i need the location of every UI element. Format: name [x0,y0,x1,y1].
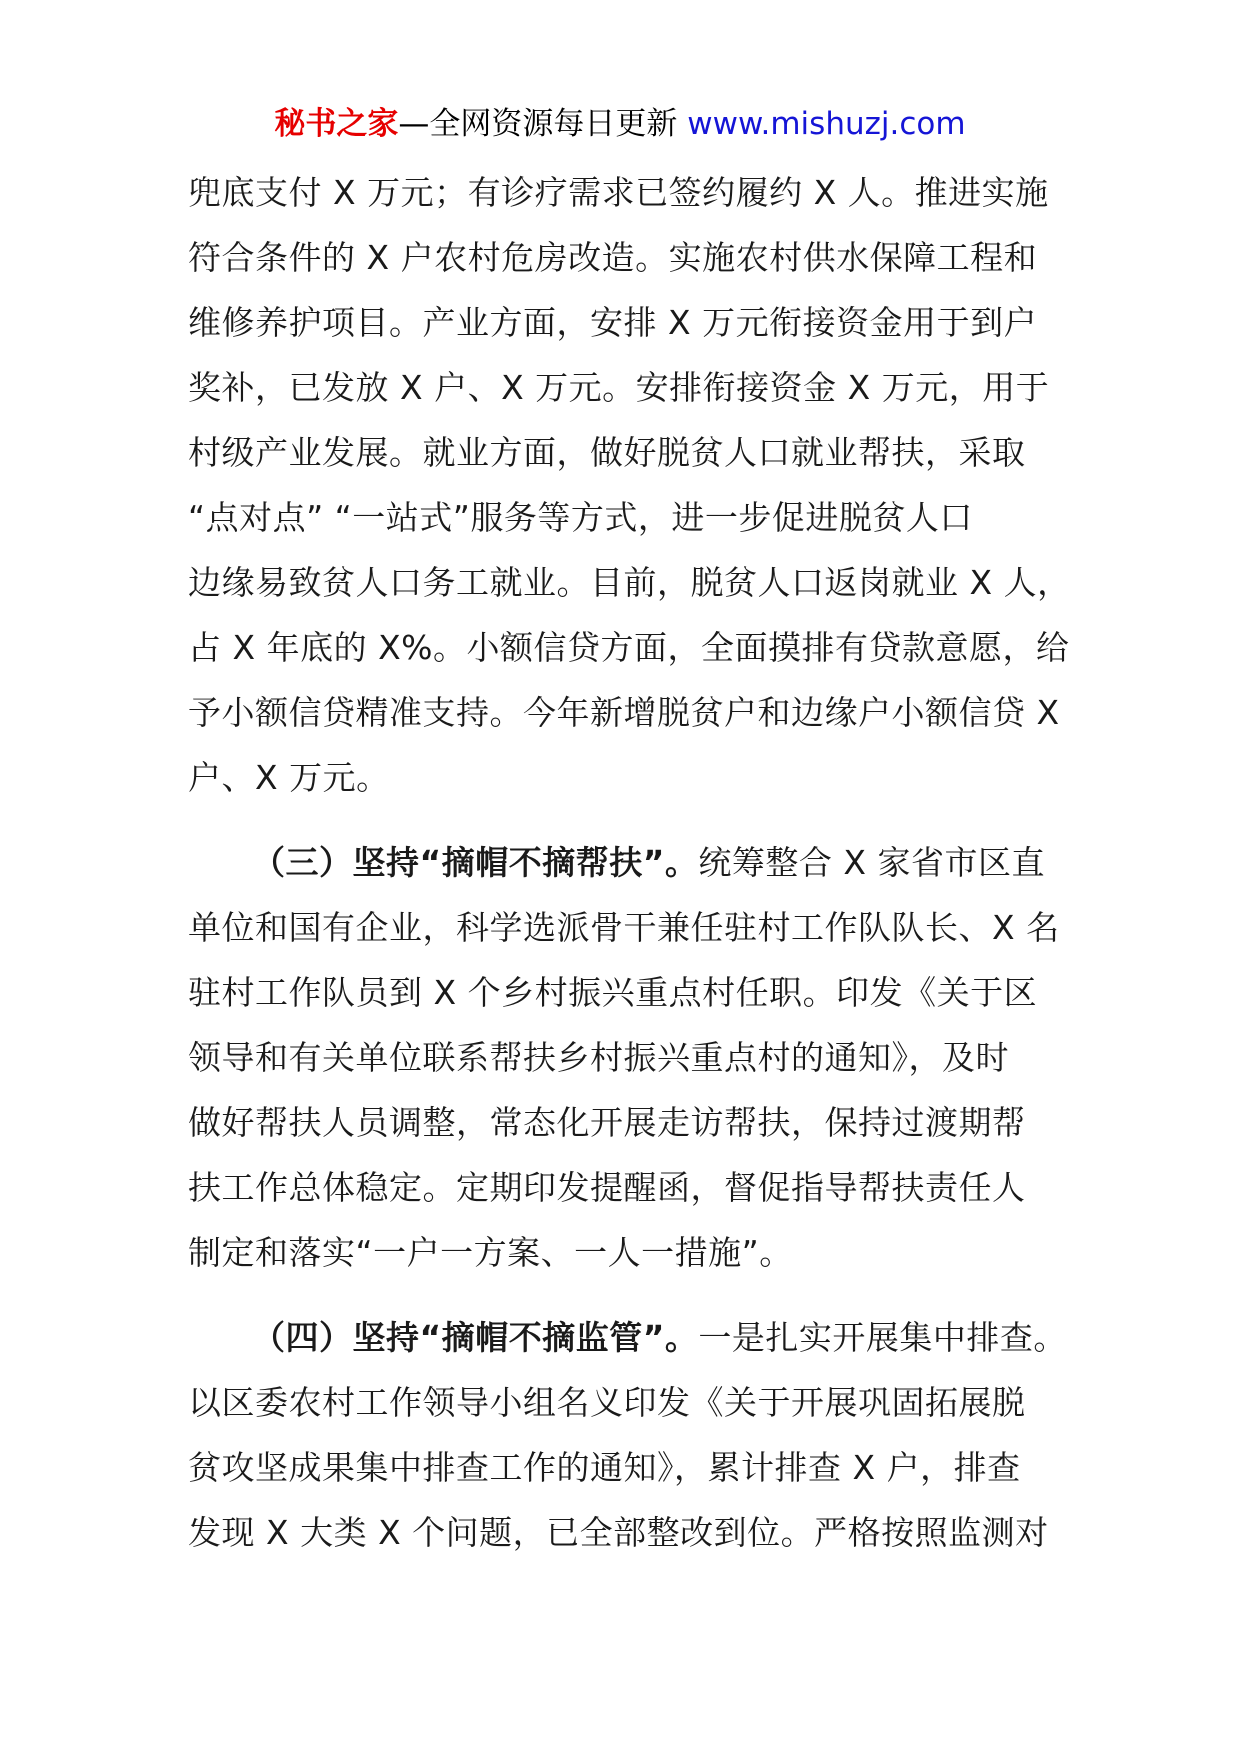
brand-name: 秘书之家 [274,106,399,142]
text-line: 边缘易致贫人口务工就业。目前，脱贫人口返岗就业 X 人， [188,563,1071,602]
site-header [0,102,1240,146]
text-run: 统筹整合 X 家省市区直 [698,843,1045,882]
paragraph-assistance-measures [188,160,1071,810]
text-line: 驻村工作队员到 X 个乡村振兴重点村任职。印发《关于区 [188,973,1038,1012]
text-line: 以区委农村工作领导小组名义印发《关于开展巩固拓展脱 [188,1383,1026,1422]
text-line [188,1305,1068,1370]
paragraph-gap [188,1285,1068,1305]
text-line: 制定和落实“一户一方案、一人一措施”。 [188,1233,793,1272]
paragraph-section-four [188,1305,1068,1565]
text-line: 维修养护项目。产业方面，安排 X 万元衔接资金用于到户 [188,303,1038,342]
document-body [188,160,1071,1565]
text-line: “点对点” “一站式”服务等方式，进一步促进脱贫人口 [188,498,973,537]
text-line: 兜底支付 X 万元；有诊疗需求已签约履约 X 人。推进实施 [188,173,1049,212]
text-line: 领导和有关单位联系帮扶乡村振兴重点村的通知》，及时 [188,1038,1009,1077]
text-run: 一是扎实开展集中排查。 [698,1318,1067,1357]
text-line: 发现 X 大类 X 个问题，已全部整改到位。严格按照监测对 [188,1513,1049,1552]
text-line: 扶工作总体稳定。定期印发提醒函，督促指导帮扶责任人 [188,1168,1026,1207]
site-url-link[interactable]: www.mishuzj.com [687,106,966,142]
text-line: 村级产业发展。就业方面，做好脱贫人口就业帮扶，采取 [188,433,1026,472]
paragraph-section-three [188,830,1068,1285]
text-line: 予小额信贷精准支持。今年新增脱贫户和边缘户小额信贷 X [188,693,1060,732]
text-line: 做好帮扶人员调整，常态化开展走访帮扶，保持过渡期帮 [188,1103,1026,1142]
text-line: 户、X 万元。 [188,758,390,797]
paragraph-gap [188,810,1068,830]
text-line: 贫攻坚成果集中排查工作的通知》，累计排查 X 户，排查 [188,1448,1021,1487]
text-line: 符合条件的 X 户农村危房改造。实施农村供水保障工程和 [188,238,1038,277]
text-line: 奖补，已发放 X 户、X 万元。安排衔接资金 X 万元，用于 [188,368,1050,407]
section-heading-three: （三）坚持“摘帽不摘帮扶”。 [252,843,699,882]
header-tagline: —全网资源每日更新 [398,106,678,142]
section-heading-four: （四）坚持“摘帽不摘监管”。 [252,1318,699,1357]
text-line [188,830,1068,895]
text-line: 单位和国有企业，科学选派骨干兼任驻村工作队队长、X 名 [188,908,1060,947]
text-line: 占 X 年底的 X%。小额信贷方面，全面摸排有贷款意愿，给 [188,628,1070,667]
